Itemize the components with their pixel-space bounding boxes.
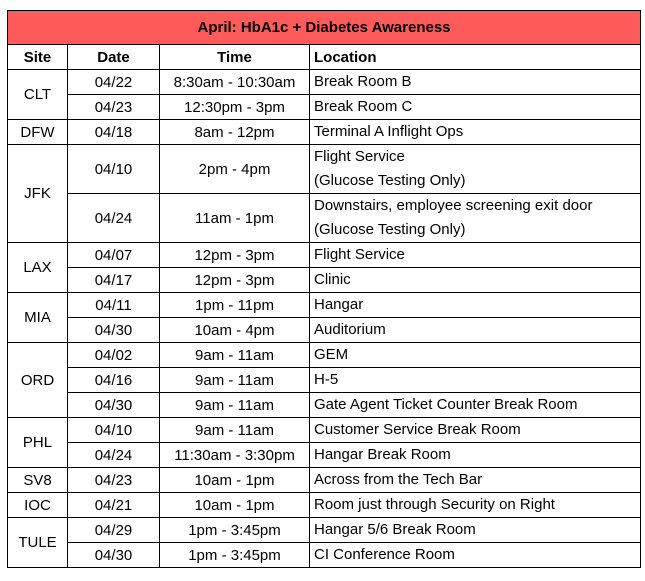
location-line: Hangar — [314, 296, 364, 313]
date-cell: 04/23 — [68, 95, 160, 120]
title-row — [8, 11, 641, 45]
header-date: Date — [68, 45, 160, 70]
date-cell: 04/18 — [68, 120, 160, 145]
location-cell — [310, 468, 641, 493]
location-line: (Glucose Testing Only) — [314, 172, 466, 189]
date-cell: 04/30 — [68, 543, 160, 568]
site-cell: LAX — [8, 243, 68, 293]
location-line: Terminal A Inflight Ops — [314, 123, 464, 140]
site-cell: ORD — [8, 343, 68, 418]
table-row — [8, 318, 641, 343]
location-line: Downstairs, employee screening exit door — [314, 197, 593, 214]
date-cell: 04/10 — [68, 145, 160, 194]
time-cell: 12:30pm - 3pm — [160, 95, 310, 120]
date-cell: 04/16 — [68, 368, 160, 393]
location-cell — [310, 268, 641, 293]
site-cell: IOC — [8, 493, 68, 518]
header-location: Location — [310, 45, 641, 70]
site-cell: MIA — [8, 293, 68, 343]
date-cell: 04/30 — [68, 393, 160, 418]
table-row — [8, 243, 641, 268]
location-cell — [310, 543, 641, 568]
date-cell: 04/17 — [68, 268, 160, 293]
table-row — [8, 543, 641, 568]
table-row — [8, 518, 641, 543]
time-cell: 2pm - 4pm — [160, 145, 310, 194]
location-line: Room just through Security on Right — [314, 496, 555, 513]
location-line: GEM — [314, 346, 349, 363]
table-row — [8, 293, 641, 318]
table-row — [8, 145, 641, 194]
location-line: Clinic — [314, 271, 351, 288]
location-line: Across from the Tech Bar — [314, 471, 483, 488]
table-row — [8, 493, 641, 518]
time-cell: 9am - 11am — [160, 418, 310, 443]
location-cell — [310, 318, 641, 343]
time-cell: 11:30am - 3:30pm — [160, 443, 310, 468]
schedule-body — [8, 70, 641, 568]
location-line: Hangar 5/6 Break Room — [314, 521, 476, 538]
time-cell: 9am - 11am — [160, 368, 310, 393]
header-site: Site — [8, 45, 68, 70]
table-row — [8, 393, 641, 418]
time-cell: 12pm - 3pm — [160, 268, 310, 293]
date-cell: 04/24 — [68, 194, 160, 243]
time-cell: 9am - 11am — [160, 393, 310, 418]
time-cell: 12pm - 3pm — [160, 243, 310, 268]
location-cell — [310, 368, 641, 393]
site-cell: SV8 — [8, 468, 68, 493]
location-cell — [310, 443, 641, 468]
table-row — [8, 418, 641, 443]
time-cell: 1pm - 11pm — [160, 293, 310, 318]
location-cell — [310, 293, 641, 318]
location-line: Break Room C — [314, 98, 413, 115]
time-cell: 1pm - 3:45pm — [160, 543, 310, 568]
header-time: Time — [160, 45, 310, 70]
location-cell — [310, 343, 641, 368]
time-cell: 10am - 1pm — [160, 468, 310, 493]
location-line: Hangar Break Room — [314, 446, 451, 463]
location-cell — [310, 70, 641, 95]
site-cell: JFK — [8, 145, 68, 243]
location-cell — [310, 518, 641, 543]
location-line: Gate Agent Ticket Counter Break Room — [314, 396, 578, 413]
time-cell: 11am - 1pm — [160, 194, 310, 243]
date-cell: 04/02 — [68, 343, 160, 368]
location-line: (Glucose Testing Only) — [314, 221, 466, 238]
site-cell: PHL — [8, 418, 68, 468]
location-cell — [310, 243, 641, 268]
site-cell: DFW — [8, 120, 68, 145]
table-row — [8, 443, 641, 468]
time-cell: 10am - 1pm — [160, 493, 310, 518]
time-cell: 1pm - 3:45pm — [160, 518, 310, 543]
schedule-table — [7, 10, 641, 568]
location-line: Flight Service — [314, 246, 405, 263]
table-row — [8, 343, 641, 368]
location-line: CI Conference Room — [314, 546, 455, 563]
time-cell: 9am - 11am — [160, 343, 310, 368]
table-row — [8, 468, 641, 493]
date-cell: 04/22 — [68, 70, 160, 95]
location-line: H-5 — [314, 371, 339, 388]
location-cell — [310, 145, 641, 194]
location-line: Customer Service Break Room — [314, 421, 521, 438]
table-row — [8, 95, 641, 120]
location-line: Break Room B — [314, 73, 412, 90]
date-cell: 04/07 — [68, 243, 160, 268]
site-cell: CLT — [8, 70, 68, 120]
location-cell — [310, 493, 641, 518]
time-cell: 8:30am - 10:30am — [160, 70, 310, 95]
date-cell: 04/29 — [68, 518, 160, 543]
time-cell: 8am - 12pm — [160, 120, 310, 145]
table-row — [8, 268, 641, 293]
header-row — [8, 45, 641, 70]
site-cell: TULE — [8, 518, 68, 568]
time-cell: 10am - 4pm — [160, 318, 310, 343]
table-row — [8, 120, 641, 145]
location-cell — [310, 418, 641, 443]
table-title: April: HbA1c + Diabetes Awareness — [8, 11, 641, 45]
date-cell: 04/23 — [68, 468, 160, 493]
table-row — [8, 368, 641, 393]
table-row — [8, 194, 641, 243]
location-cell — [310, 120, 641, 145]
location-cell — [310, 95, 641, 120]
date-cell: 04/11 — [68, 293, 160, 318]
date-cell: 04/30 — [68, 318, 160, 343]
date-cell: 04/24 — [68, 443, 160, 468]
location-cell — [310, 194, 641, 243]
location-line: Flight Service — [314, 148, 405, 165]
date-cell: 04/21 — [68, 493, 160, 518]
location-line: Auditorium — [314, 321, 386, 338]
table-row — [8, 70, 641, 95]
location-cell — [310, 393, 641, 418]
date-cell: 04/10 — [68, 418, 160, 443]
